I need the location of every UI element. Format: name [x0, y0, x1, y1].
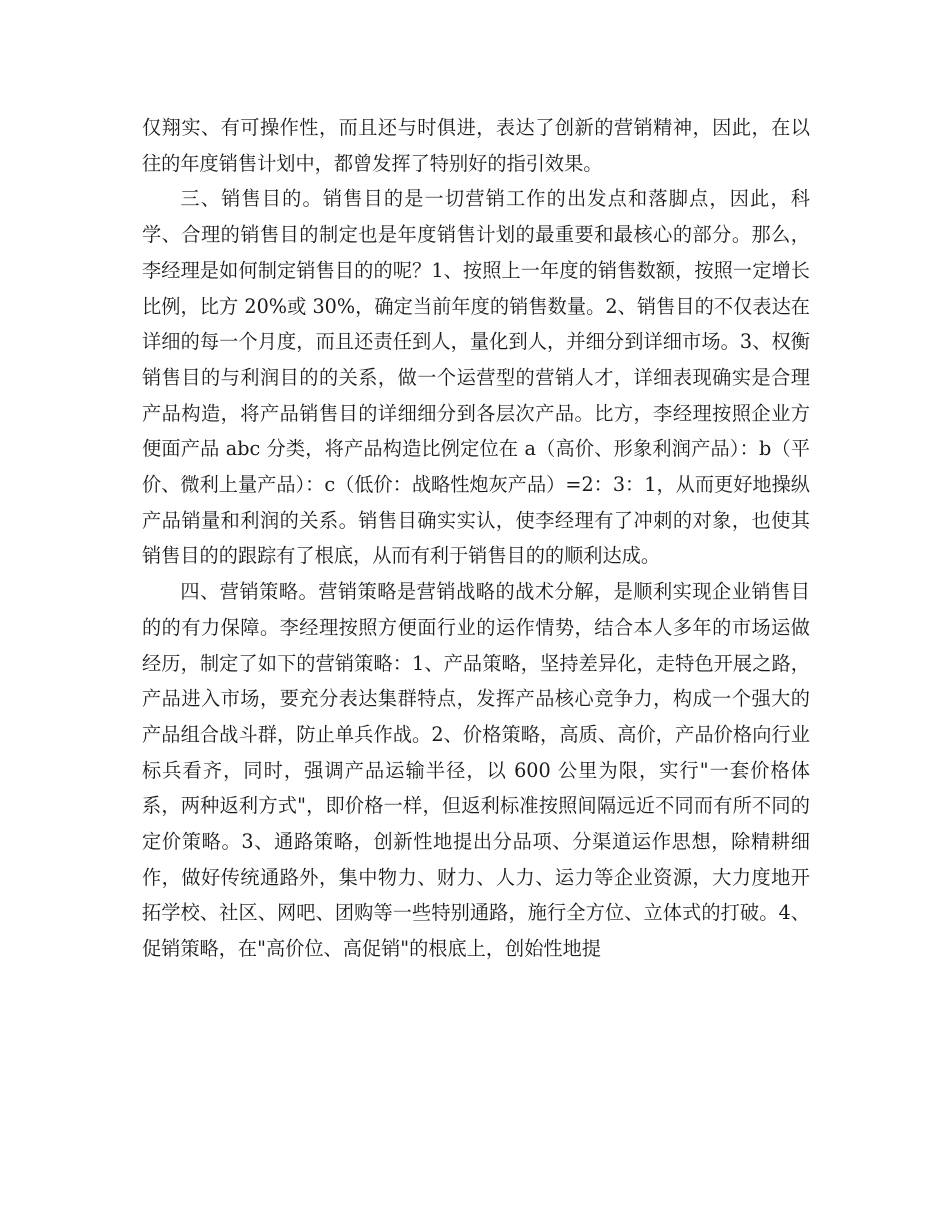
paragraph-marketing-strategy: 四、营销策略。营销策略是营销战略的战术分解，是顺利实现企业销售目的的有力保障。李经理按照方便面行业的运作情势，结合本人多年的市场运做经历，制定了如下的营销策略：1、产品策略，坚持差异化，走特色开展之路，产品进入市场，要充分表达集群特点，发挥产品核心竞争力，构成一个强大的产品组合战斗群，防止单兵作战。2、价格策略，高质、高价，产品价格向行业标兵看齐，同时，强调产品运输半径，以 600 公里为限，实行"一套价格体系，两种返利方式"，即价格一样，但返利标准按照间隔远近不同而有所不同的定价策略。3、通路策略，创新性地提出分品项、分渠道运作思想，除精耕细作，做好传统通路外，集中物力、财力、人力、运力等企业资源，大力度地开拓学校、社区、网吧、团购等一些特别通路，施行全方位、立体式的打破。4、促销策略，在"高价位、高促销"的根底上，创始性地提	[142, 580, 810, 961]
paragraph-sales-target: 三、销售目的。销售目的是一切营销工作的出发点和落脚点，因此，科学、合理的销售目的制定也是年度销售计划的最重要和最核心的部分。那么，李经理是如何制定销售目的的呢？1、按照上一年度的销售数额，按照一定增长比例，比方 20%或 30%，确定当前年度的销售数量。2、销售目的不仅表达在详细的每一个月度，而且还责任到人，量化到人，并细分到详细市场。3、权衡销售目的与利润目的的关系，做一个运营型的营销人才，详细表现确实是合理产品构造，将产品销售目的详细细分到各层次产品。比方，李经理按照企业方便面产品 abc 分类，将产品构造比例定位在 a（高价、形象利润产品）：b（平价、微利上量产品）：c（低价：战略性炮灰产品）=2：3：1，从而更好地操纵产品销量和利润的关系。销售目确实实认，使李经理有了冲刺的对象，也使其销售目的的跟踪有了根底，从而有利于销售目的的顺利达成。	[142, 187, 810, 568]
paragraph-intro-continuation: 仅翔实、有可操作性，而且还与时俱进，表达了创新的营销精神，因此，在以往的年度销售计划中，都曾发挥了特别好的指引效果。	[142, 116, 810, 175]
document-page	[142, 110, 810, 967]
